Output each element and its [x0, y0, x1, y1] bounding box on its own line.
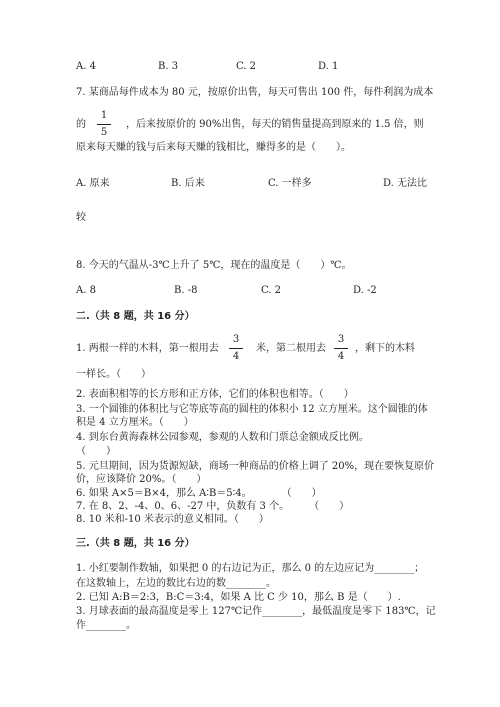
q6-option-b: B. 3: [158, 61, 179, 72]
section-3-title: 三.（共 8 题，共 16 分）: [76, 538, 195, 549]
s2-line: 5. 元旦期间，因为货源短缺，商场一种商品的价格上调了 20%，现在要恢复原价: [76, 461, 435, 472]
q7-option-d-wrap: 较: [76, 212, 86, 223]
fraction-denominator: 5: [100, 127, 108, 138]
q6-option-d: D. 1: [318, 61, 339, 72]
q7-line-2: ，后来按原价的 90%出售，每天的销售量提高到原来的 1.5 倍，则: [126, 119, 424, 130]
q8-text: 8. 今天的气温从-3℃上升了 5℃，现在的温度是（ ）℃。: [76, 260, 352, 271]
s2-line: 3. 一个圆锥的体积比与它等底等高的圆柱的体积小 12 立方厘米。这个圆锥的体: [76, 404, 428, 415]
s2-line: 7. 在 8、2、-4、0、6、-27 中，负数有 3 个。 （ ）: [76, 501, 350, 512]
s2-line: 4. 到东台黄海森林公园参观，参观的人数和门票总金额成反比例。: [76, 432, 369, 443]
q7-fraction: [96, 110, 112, 139]
s2-line: 8. 10 米和-10 米表示的意义相同。（ ）: [76, 514, 269, 525]
section-2-title: 二.（共 8 题，共 16 分）: [76, 311, 195, 322]
q7-line-1: 7. 某商品每件成本为 80 元，按原价出售，每天可售出 100 件，每件利润为成本: [76, 87, 434, 98]
q7-option-d: D. 无法比: [383, 178, 428, 189]
fraction-denominator: 4: [337, 351, 345, 362]
q7-prefix: 的: [76, 119, 86, 130]
q6-option-c: C. 2: [236, 61, 257, 72]
fraction-bar: [97, 124, 111, 125]
s2-line: （ ）: [76, 446, 116, 457]
q7-line-3: 原来每天赚的钱与后来每天赚的钱相比，赚得多的是（ ）。: [76, 142, 351, 153]
s2-item-1-part-c: ，剩下的木料: [355, 343, 415, 354]
s2-item-1-part-a: 1. 两根一样的木料，第一根用去: [76, 343, 219, 354]
q8-option-c: C. 2: [261, 285, 282, 296]
s2-item-1-part-b: 米，第二根用去: [256, 343, 326, 354]
s2-line: 2. 表面积相等的长方形和正方体，它们的体积也相等。（ ）: [76, 389, 354, 400]
q8-option-d: D. -2: [353, 285, 377, 296]
q7-option-c: C. 一样多: [268, 178, 312, 189]
s2-line: 积是 4 立方厘米。（ ）: [76, 417, 194, 428]
q6-option-a: A. 4: [76, 61, 96, 72]
fraction-numerator: 3: [337, 334, 345, 345]
s3-line: 作________。: [76, 620, 136, 631]
s3-line: 在这数轴上，左边的数比右边的数________。: [76, 578, 276, 589]
fraction-bar: [334, 348, 348, 349]
s2-line: 价，应该降价 20%。（ ）: [76, 474, 207, 485]
q8-option-b: B. -8: [174, 285, 198, 296]
s2-fraction-2: [333, 334, 349, 363]
s2-line: 6. 如果 A×5＝B×4，那么 A∶B＝5∶4。 （ ）: [76, 488, 322, 499]
q7-option-b: B. 后来: [171, 178, 205, 189]
s2-fraction-1: [228, 334, 244, 363]
fraction-numerator: 3: [232, 334, 240, 345]
fraction-denominator: 4: [232, 351, 240, 362]
q8-option-a: A. 8: [76, 285, 96, 296]
fraction-bar: [229, 348, 243, 349]
fraction-numerator: 1: [100, 110, 108, 121]
s3-line: 2. 已知 A:B＝2:3，B:C＝3:4，如果 A 比 C 少 10，那么 B 是（ ）.: [76, 592, 401, 603]
s2-item-1-part-d: 一样长。（ ）: [76, 369, 151, 380]
q7-option-a: A. 原来: [76, 178, 110, 189]
s3-line: 3. 月球表面的最高温度是零上 127℃记作________，最低温度是零下 183℃，记: [76, 606, 436, 617]
s3-line: 1. 小红要制作数轴，如果把 0 的右边记为正，那么 0 的左边应记为________；: [76, 563, 425, 574]
